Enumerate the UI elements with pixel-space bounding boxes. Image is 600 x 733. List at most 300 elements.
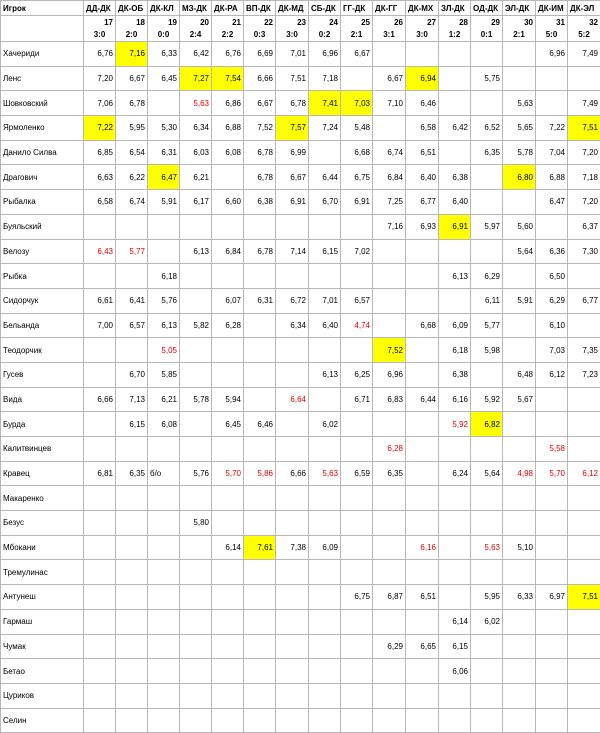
rating-cell	[406, 412, 439, 437]
rating-cell	[341, 708, 373, 733]
rating-cell: 5,98	[471, 338, 503, 363]
rating-cell	[471, 560, 503, 585]
rating-cell: 5,76	[148, 288, 180, 313]
rating-cell	[84, 535, 116, 560]
rating-cell: 5,77	[471, 313, 503, 338]
rating-cell	[244, 214, 276, 239]
rating-cell: 7,49	[568, 91, 600, 116]
rating-cell: 6,67	[116, 66, 148, 91]
rating-cell: 6,78	[244, 239, 276, 264]
rating-cell: 6,45	[148, 66, 180, 91]
rating-cell: 7,23	[568, 362, 600, 387]
rating-cell	[503, 66, 536, 91]
rating-cell: 5,30	[148, 116, 180, 141]
rating-cell: 6,91	[276, 190, 309, 215]
rating-cell	[180, 683, 212, 708]
rating-cell: 6,25	[341, 362, 373, 387]
match-code-header: ЗЛ-ДК	[439, 1, 471, 16]
rating-cell: 6,15	[439, 634, 471, 659]
rating-cell	[568, 387, 600, 412]
rating-cell: 6,33	[503, 585, 536, 610]
rating-cell: 6,14	[212, 535, 244, 560]
rating-cell	[84, 634, 116, 659]
round-number: 19	[148, 16, 180, 29]
rating-cell	[84, 683, 116, 708]
rating-cell: 6,02	[471, 609, 503, 634]
rating-cell: 7,61	[244, 535, 276, 560]
rating-cell: 6,35	[373, 461, 406, 486]
match-score: 2:4	[180, 28, 212, 42]
rating-cell	[276, 214, 309, 239]
rating-cell	[180, 659, 212, 684]
player-row	[1, 511, 600, 536]
rating-cell	[439, 239, 471, 264]
rating-cell: 6,70	[116, 362, 148, 387]
rating-cell	[309, 437, 341, 462]
rating-cell: 6,31	[148, 140, 180, 165]
round-number: 23	[276, 16, 309, 29]
rating-cell: 6,40	[439, 190, 471, 215]
rating-cell: 6,29	[373, 634, 406, 659]
rating-cell	[276, 683, 309, 708]
rating-cell: 6,58	[84, 190, 116, 215]
rating-cell: 6,41	[116, 288, 148, 313]
rating-cell	[373, 412, 406, 437]
rating-cell	[471, 42, 503, 67]
rating-cell	[148, 486, 180, 511]
rating-cell: 5,82	[180, 313, 212, 338]
rating-cell: 6,71	[341, 387, 373, 412]
rating-cell: 5,60	[503, 214, 536, 239]
round-number: 20	[180, 16, 212, 29]
rating-cell	[276, 585, 309, 610]
rating-cell: 7,10	[373, 91, 406, 116]
rating-cell	[536, 486, 568, 511]
rating-cell: 5,05	[148, 338, 180, 363]
rating-cell: 6,77	[568, 288, 600, 313]
rating-cell	[471, 91, 503, 116]
rating-cell	[84, 708, 116, 733]
rating-cell: 5,91	[503, 288, 536, 313]
rating-cell	[148, 585, 180, 610]
rating-cell	[503, 511, 536, 536]
match-score: 1:2	[439, 28, 471, 42]
rating-cell	[341, 634, 373, 659]
blank-cell	[1, 16, 84, 29]
match-score: 3:0	[276, 28, 309, 42]
rating-cell	[341, 511, 373, 536]
rating-cell: 6,81	[84, 461, 116, 486]
rating-cell: 6,44	[406, 387, 439, 412]
rating-cell	[276, 264, 309, 289]
rating-cell	[341, 535, 373, 560]
rating-cell	[568, 437, 600, 462]
rating-cell: 6,65	[406, 634, 439, 659]
rating-cell	[503, 634, 536, 659]
player-row	[1, 585, 600, 610]
rating-cell	[244, 387, 276, 412]
player-name: Гусев	[1, 362, 84, 387]
rating-cell: 6,66	[244, 66, 276, 91]
rating-cell: 5,63	[503, 91, 536, 116]
rating-cell: 5,92	[439, 412, 471, 437]
rating-cell	[503, 437, 536, 462]
rating-cell	[536, 560, 568, 585]
round-row	[1, 16, 600, 29]
rating-cell	[212, 338, 244, 363]
rating-cell: 6,60	[212, 190, 244, 215]
player-row	[1, 560, 600, 585]
rating-cell	[568, 634, 600, 659]
rating-cell: 6,78	[244, 140, 276, 165]
match-score: 2:1	[503, 28, 536, 42]
player-row	[1, 634, 600, 659]
player-row	[1, 42, 600, 67]
rating-cell	[309, 486, 341, 511]
rating-cell	[84, 264, 116, 289]
rating-cell	[84, 338, 116, 363]
player-name: Буяльский	[1, 214, 84, 239]
rating-cell	[212, 585, 244, 610]
rating-cell	[276, 412, 309, 437]
rating-cell: 5,63	[309, 461, 341, 486]
rating-cell: 7,51	[568, 116, 600, 141]
rating-cell	[180, 486, 212, 511]
rating-cell	[148, 659, 180, 684]
rating-cell	[568, 66, 600, 91]
rating-cell	[148, 634, 180, 659]
rating-cell	[212, 165, 244, 190]
rating-cell: 6,21	[148, 387, 180, 412]
rating-cell: 6,76	[212, 42, 244, 67]
rating-cell: 7,16	[373, 214, 406, 239]
rating-cell: 6,02	[309, 412, 341, 437]
rating-cell	[568, 535, 600, 560]
rating-cell: 7,22	[536, 116, 568, 141]
player-row	[1, 338, 600, 363]
rating-cell	[309, 387, 341, 412]
rating-cell	[373, 42, 406, 67]
player-name: Бельанда	[1, 313, 84, 338]
rating-cell: 5,67	[503, 387, 536, 412]
rating-cell	[116, 683, 148, 708]
rating-cell	[536, 609, 568, 634]
player-row	[1, 214, 600, 239]
rating-cell: 6,03	[180, 140, 212, 165]
rating-cell	[341, 264, 373, 289]
rating-cell: 5,75	[471, 66, 503, 91]
rating-cell	[503, 708, 536, 733]
player-row	[1, 190, 600, 215]
rating-cell	[309, 659, 341, 684]
player-name: Рыбалка	[1, 190, 84, 215]
match-score: 2:0	[116, 28, 148, 42]
rating-cell: 5,95	[116, 116, 148, 141]
player-row	[1, 116, 600, 141]
rating-cell: 4,74	[341, 313, 373, 338]
match-code-header: ДК-РА	[212, 1, 244, 16]
rating-cell: 5,63	[471, 535, 503, 560]
rating-cell: 6,70	[309, 190, 341, 215]
rating-cell: 5,92	[471, 387, 503, 412]
rating-cell: 6,29	[471, 264, 503, 289]
rating-cell: 6,48	[503, 362, 536, 387]
rating-cell	[439, 585, 471, 610]
rating-cell: 6,83	[373, 387, 406, 412]
rating-cell	[180, 362, 212, 387]
rating-cell: 6,74	[116, 190, 148, 215]
rating-cell: 7,03	[341, 91, 373, 116]
rating-cell: 6,96	[536, 42, 568, 67]
rating-cell: 6,72	[276, 288, 309, 313]
rating-cell: 6,74	[373, 140, 406, 165]
rating-cell: 6,34	[276, 313, 309, 338]
rating-cell	[568, 313, 600, 338]
player-name: Антунеш	[1, 585, 84, 610]
rating-cell	[373, 535, 406, 560]
rating-cell	[471, 511, 503, 536]
rating-cell: 6,44	[309, 165, 341, 190]
rating-cell: 7,20	[84, 66, 116, 91]
rating-cell	[406, 511, 439, 536]
player-row	[1, 66, 600, 91]
rating-cell	[439, 708, 471, 733]
rating-cell	[84, 560, 116, 585]
rating-cell: 7,01	[276, 42, 309, 67]
player-name: Мбокани	[1, 535, 84, 560]
player-name: Безус	[1, 511, 84, 536]
rating-cell: 6,67	[244, 91, 276, 116]
rating-cell: 6,94	[406, 66, 439, 91]
rating-cell	[244, 313, 276, 338]
rating-cell: 6,40	[406, 165, 439, 190]
rating-cell	[244, 338, 276, 363]
rating-cell	[406, 560, 439, 585]
rating-cell: 6,99	[276, 140, 309, 165]
rating-cell	[244, 437, 276, 462]
rating-cell	[503, 683, 536, 708]
rating-cell: 6,18	[148, 264, 180, 289]
round-number: 32	[568, 16, 600, 29]
rating-cell: б/о	[148, 461, 180, 486]
rating-cell	[373, 560, 406, 585]
match-code-header: ОД-ДК	[471, 1, 503, 16]
rating-cell	[180, 708, 212, 733]
rating-cell	[341, 412, 373, 437]
rating-cell	[276, 659, 309, 684]
rating-cell	[84, 511, 116, 536]
header-row	[1, 1, 600, 16]
rating-cell: 6,34	[180, 116, 212, 141]
rating-cell	[503, 313, 536, 338]
rating-cell: 6,24	[439, 461, 471, 486]
rating-cell: 7,20	[568, 190, 600, 215]
rating-cell	[244, 708, 276, 733]
rating-cell: 6,22	[116, 165, 148, 190]
rating-cell: 6,13	[148, 313, 180, 338]
rating-cell	[212, 560, 244, 585]
rating-cell: 6,31	[244, 288, 276, 313]
rating-cell: 6,69	[244, 42, 276, 67]
rating-cell: 6,84	[373, 165, 406, 190]
rating-cell	[406, 239, 439, 264]
rating-cell: 6,43	[84, 239, 116, 264]
match-score: 5:2	[568, 28, 600, 42]
rating-cell: 7,25	[373, 190, 406, 215]
rating-cell: 6,63	[84, 165, 116, 190]
player-name: Шовковский	[1, 91, 84, 116]
rating-cell	[471, 190, 503, 215]
rating-cell: 6,46	[406, 91, 439, 116]
rating-cell: 5,95	[471, 585, 503, 610]
rating-cell: 6,66	[276, 461, 309, 486]
rating-cell	[406, 659, 439, 684]
rating-cell: 6,38	[439, 165, 471, 190]
rating-cell	[309, 560, 341, 585]
rating-cell	[406, 708, 439, 733]
player-row	[1, 683, 600, 708]
round-number: 26	[373, 16, 406, 29]
match-code-header: ДК-КЛ	[148, 1, 180, 16]
rating-cell: 5,48	[341, 116, 373, 141]
rating-cell	[568, 659, 600, 684]
rating-cell	[309, 683, 341, 708]
player-name: Макаренко	[1, 486, 84, 511]
rating-cell	[244, 585, 276, 610]
rating-cell: 6,52	[471, 116, 503, 141]
rating-cell: 6,42	[439, 116, 471, 141]
match-score: 2:1	[341, 28, 373, 42]
rating-cell	[148, 437, 180, 462]
match-code-header: ДК-МД	[276, 1, 309, 16]
rating-cell	[116, 585, 148, 610]
rating-cell: 6,68	[341, 140, 373, 165]
rating-cell	[180, 437, 212, 462]
rating-cell	[406, 362, 439, 387]
rating-cell	[373, 116, 406, 141]
rating-cell: 6,67	[373, 66, 406, 91]
rating-cell: 6,36	[536, 239, 568, 264]
rating-cell: 5,10	[503, 535, 536, 560]
rating-cell: 5,80	[180, 511, 212, 536]
rating-cell: 6,10	[536, 313, 568, 338]
rating-cell: 7,57	[276, 116, 309, 141]
rating-cell: 6,78	[116, 91, 148, 116]
rating-cell	[212, 634, 244, 659]
rating-cell: 5,65	[503, 116, 536, 141]
rating-cell: 5,63	[180, 91, 212, 116]
rating-cell	[471, 239, 503, 264]
rating-cell	[148, 91, 180, 116]
rating-cell	[309, 264, 341, 289]
rating-cell	[503, 264, 536, 289]
rating-cell: 6,12	[536, 362, 568, 387]
rating-cell: 6,88	[212, 116, 244, 141]
rating-cell: 6,16	[439, 387, 471, 412]
rating-cell	[244, 362, 276, 387]
rating-cell	[373, 511, 406, 536]
rating-cell	[406, 486, 439, 511]
rating-cell: 7,27	[180, 66, 212, 91]
rating-cell	[244, 560, 276, 585]
match-score: 3:0	[406, 28, 439, 42]
rating-cell	[439, 683, 471, 708]
rating-cell	[471, 659, 503, 684]
rating-cell	[148, 535, 180, 560]
player-name: Хачериди	[1, 42, 84, 67]
match-code-header: ДК-ГГ	[373, 1, 406, 16]
rating-cell	[244, 511, 276, 536]
rating-cell	[503, 659, 536, 684]
rating-cell: 6,08	[212, 140, 244, 165]
round-number: 28	[439, 16, 471, 29]
rating-cell: 6,84	[212, 239, 244, 264]
player-name: Гармаш	[1, 609, 84, 634]
rating-cell	[471, 362, 503, 387]
rating-cell: 6,80	[503, 165, 536, 190]
rating-cell: 6,61	[84, 288, 116, 313]
rating-cell	[373, 313, 406, 338]
rating-cell: 6,35	[471, 140, 503, 165]
rating-cell: 7,00	[84, 313, 116, 338]
rating-cell	[503, 338, 536, 363]
rating-cell: 6,78	[276, 91, 309, 116]
rating-cell	[536, 683, 568, 708]
rating-cell	[180, 288, 212, 313]
rating-cell: 6,40	[309, 313, 341, 338]
rating-cell	[116, 486, 148, 511]
match-code-header: ДК-МХ	[406, 1, 439, 16]
rating-cell	[116, 437, 148, 462]
player-row	[1, 140, 600, 165]
rating-cell	[471, 437, 503, 462]
rating-cell: 6,51	[406, 140, 439, 165]
rating-cell	[309, 338, 341, 363]
rating-cell: 7,18	[568, 165, 600, 190]
rating-cell	[568, 412, 600, 437]
round-number: 31	[536, 16, 568, 29]
rating-cell	[341, 486, 373, 511]
rating-cell	[212, 708, 244, 733]
rating-cell: 6,91	[341, 190, 373, 215]
rating-cell	[276, 511, 309, 536]
rating-cell	[276, 486, 309, 511]
rating-cell	[406, 338, 439, 363]
rating-cell	[439, 535, 471, 560]
rating-cell	[471, 486, 503, 511]
match-code-header: ДК-ОБ	[116, 1, 148, 16]
rating-cell: 6,75	[341, 165, 373, 190]
rating-cell: 6,33	[148, 42, 180, 67]
rating-cell	[309, 140, 341, 165]
rating-cell	[373, 264, 406, 289]
rating-cell	[406, 683, 439, 708]
rating-cell	[309, 214, 341, 239]
player-name: Тремулинас	[1, 560, 84, 585]
match-score: 0:0	[148, 28, 180, 42]
rating-cell	[536, 511, 568, 536]
rating-cell: 6,37	[568, 214, 600, 239]
rating-cell: 5,77	[116, 239, 148, 264]
rating-cell	[276, 338, 309, 363]
match-score: 0:3	[244, 28, 276, 42]
rating-cell	[568, 486, 600, 511]
rating-cell: 6,67	[341, 42, 373, 67]
rating-cell: 6,57	[341, 288, 373, 313]
rating-cell: 7,20	[568, 140, 600, 165]
rating-cell	[536, 214, 568, 239]
rating-cell: 6,97	[536, 585, 568, 610]
